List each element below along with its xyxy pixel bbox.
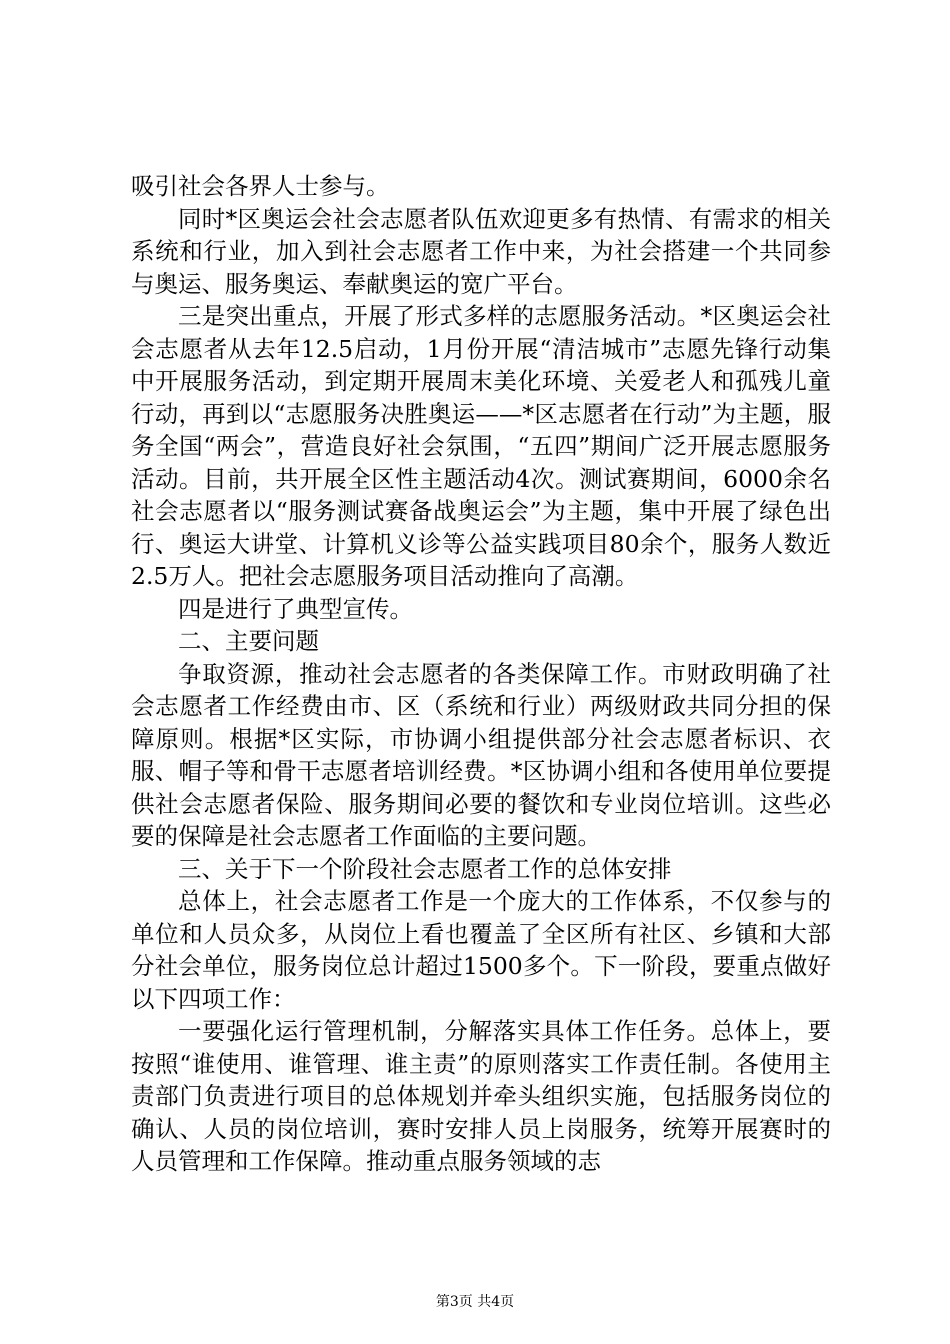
paragraph: 总体上，社会志愿者工作是一个庞大的工作体系，不仅参与的单位和人员众多，从岗位上看也覆盖了全区所有社区、乡镇和大部分社会单位，服务岗位总计超过1500多个。下一阶段，要重点做好以下四项工作：: [131, 887, 831, 1013]
section-heading: 三、关于下一个阶段社会志愿者工作的总体安排: [178, 854, 672, 883]
section-heading: 二、主要问题: [178, 627, 319, 655]
paragraph: 同时*区奥运会社会志愿者队伍欢迎更多有热情、有需求的相关系统和行业，加入到社会志愿者工作中来，为社会搭建一个共同参与奥运、服务奥运、奉献奥运的宽广平台。: [131, 204, 831, 298]
paragraph: 一要强化运行管理机制，分解落实具体工作任务。总体上，要按照“谁使用、谁管理、谁主责”的原则落实工作责任制。各使用主责部门负责进行项目的总体规划并牵头组织实施，包括服务岗位的确认、人员的岗位培训，赛时安排人员上岗服务，统筹开展赛时的人员管理和工作保障。推动重点服务领域的志: [131, 1017, 831, 1175]
paragraph: 争取资源，推动社会志愿者的各类保障工作。市财政明确了社会志愿者工作经费由市、区（系统和行业）两级财政共同分担的保障原则。根据*区实际，市协调小组提供部分社会志愿者标识、衣服、帽子等和骨干志愿者培训经费。*区协调小组和各使用单位要提供社会志愿者保险、服务期间必要的餐饮和专业岗位培训。这些必要的保障是社会志愿者工作面临的主要问题。: [131, 659, 831, 850]
paragraph: 三是突出重点，开展了形式多样的志愿服务活动。*区奥运会社会志愿者从去年12.5启动，1月份开展“清洁城市”志愿先锋行动集中开展服务活动，到定期开展周末美化环境、关爱老人和孤残儿童行动，再到以“志愿服务决胜奥运——*区志愿者在行动”为主题，服务全国“两会”，营造良好社会氛围，“五四”期间广泛开展志愿服务活动。目前，共开展全区性主题活动4次。测试赛期间，6000余名社会志愿者以“服务测试赛备战奥运会”为主题，集中开展了绿色出行、奥运大讲堂、计算机义诊等公益实践项目80余个，服务人数近2.5万人。把社会志愿服务项目活动推向了高潮。: [131, 302, 831, 590]
paragraph: 四是进行了典型宣传。: [178, 594, 413, 623]
page-number-footer: 第3页 共4页: [435, 1294, 515, 1310]
paragraph: 吸引社会各界人士参与。: [131, 172, 390, 200]
document-body: [131, 170, 831, 1178]
